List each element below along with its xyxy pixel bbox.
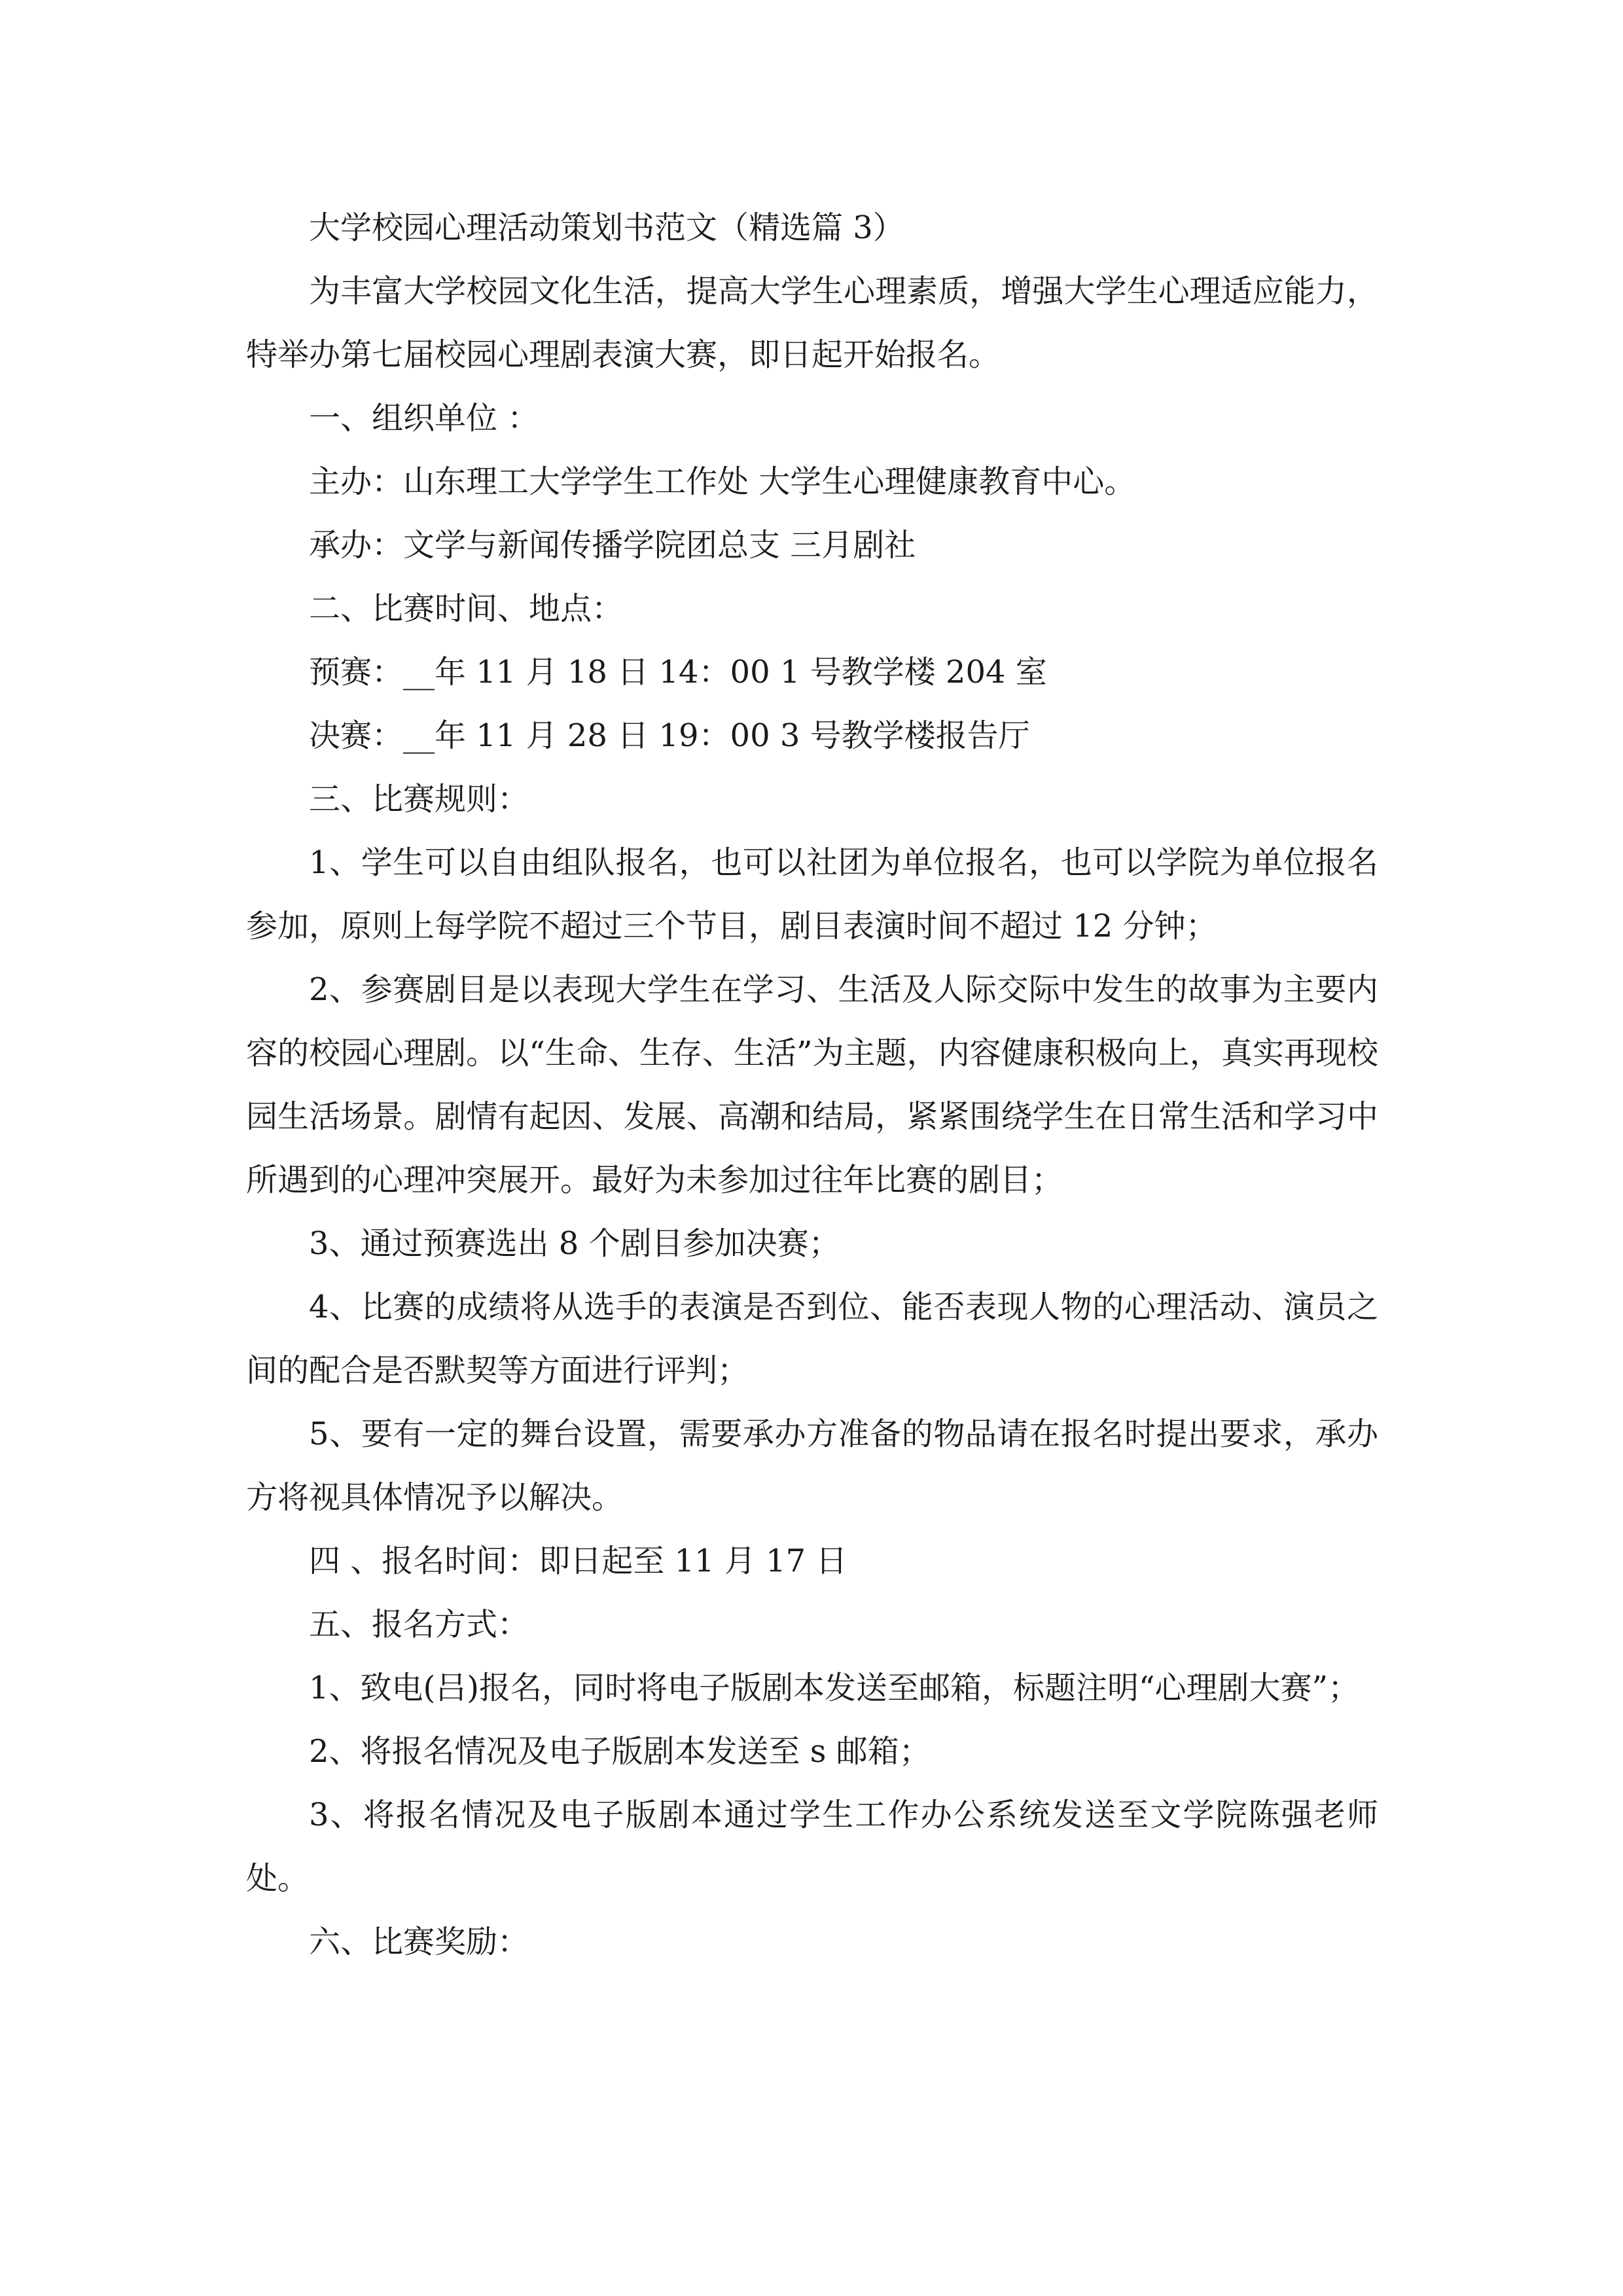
rule-item-1: 1、学生可以自由组队报名，也可以社团为单位报名，也可以学院为单位报名参加，原则上每学院不超过三个节目，剧目表演时间不超过 12 分钟；: [246, 844, 1378, 944]
section-heading-organizers: 一、组织单位 ：: [309, 400, 539, 437]
section-heading-registration-method: 五、报名方式：: [309, 1606, 529, 1643]
paragraph-final: 决赛：__年 11 月 28 日 19：00 3 号教学楼报告厅: [309, 717, 1030, 754]
rule-item-4: 4、比赛的成绩将从选手的表演是否到位、能否表现人物的心理活动、演员之间的配合是否默契等方面进行评判；: [246, 1289, 1378, 1389]
method-item-3: 3、将报名情况及电子版剧本通过学生工作办公系统发送至文学院陈强老师处。: [246, 1797, 1378, 1897]
paragraph-preliminary: 预赛：__年 11 月 18 日 14：00 1 号教学楼 204 室: [309, 654, 1047, 691]
rule-item-5: 5、要有一定的舞台设置，需要承办方准备的物品请在报名时提出要求，承办方将视具体情况予以解决。: [246, 1416, 1378, 1516]
method-item-2: 2、将报名情况及电子版剧本发送至 s 邮箱；: [309, 1733, 931, 1770]
document-body: [246, 196, 1378, 1974]
method-item-1: 1、致电(吕)报名，同时将电子版剧本发送至邮箱，标题注明“心理剧大赛”；: [309, 1670, 1360, 1706]
document-title: 大学校园心理活动策划书范文（精选篇 3）: [309, 209, 904, 246]
paragraph-host: 主办：山东理工大学学生工作处 大学生心理健康教育中心。: [309, 463, 1136, 500]
section-heading-registration-time: 四 、报名时间：即日起至 11 月 17 日: [309, 1543, 847, 1579]
section-heading-time-place: 二、比赛时间、地点：: [309, 590, 624, 627]
paragraph-organizer: 承办：文学与新闻传播学院团总支 三月剧社: [309, 527, 916, 564]
section-heading-rules: 三、比赛规则：: [309, 781, 529, 817]
rule-item-3: 3、通过预赛选出 8 个剧目参加决赛；: [309, 1225, 840, 1262]
rule-item-2: 2、参赛剧目是以表现大学生在学习、生活及人际交际中发生的故事为主要内容的校园心理剧。以“生命、生存、生活”为主题，内容健康积极向上，真实再现校园生活场景。剧情有起因、发展、高潮和结局，紧紧围绕学生在日常生活和学习中所遇到的心理冲突展开。最好为未参加过往年比赛的剧目；: [246, 971, 1378, 1198]
section-heading-awards: 六、比赛奖励：: [309, 1924, 529, 1960]
intro-paragraph: 为丰富大学校园文化生活，提高大学生心理素质，增强大学生心理适应能力，特举办第七届校园心理剧表演大赛，即日起开始报名。: [246, 273, 1378, 373]
